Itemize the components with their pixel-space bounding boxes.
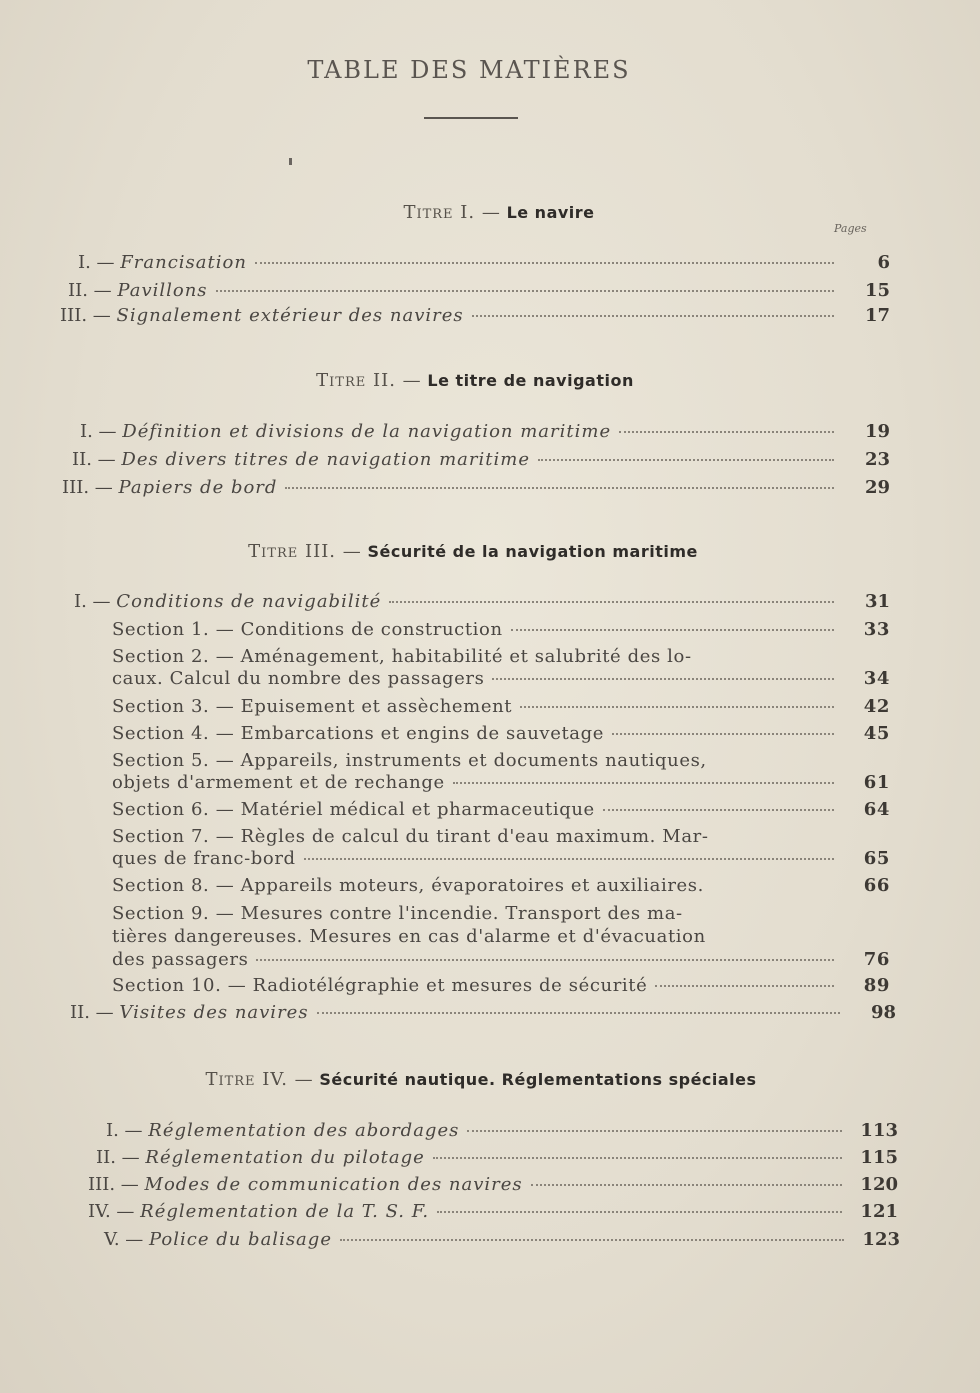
entry-number: V. — bbox=[104, 1229, 144, 1250]
entry-page: 23 bbox=[864, 449, 890, 470]
entry-number: I. — bbox=[78, 252, 115, 273]
toc-section[interactable] bbox=[112, 949, 890, 970]
entry-page: 120 bbox=[860, 1174, 898, 1195]
section-page: 66 bbox=[863, 875, 890, 896]
entry-number: I. — bbox=[106, 1120, 143, 1141]
toc-entry[interactable] bbox=[70, 1002, 896, 1023]
entry-page: 6 bbox=[877, 252, 890, 273]
toc-entry[interactable] bbox=[72, 449, 890, 470]
toc-entry[interactable] bbox=[106, 1120, 898, 1141]
print-speck bbox=[289, 158, 292, 165]
toc-section[interactable] bbox=[112, 799, 890, 820]
entry-number: II. — bbox=[70, 1002, 114, 1023]
entry-title: Des divers titres de navigation maritime bbox=[121, 449, 530, 470]
dot-leader bbox=[538, 459, 834, 461]
part-name: Sécurité nautique. Réglementations spéciales bbox=[319, 1070, 757, 1089]
section-page: 33 bbox=[863, 619, 890, 640]
dot-leader bbox=[472, 315, 834, 317]
toc-entry[interactable] bbox=[62, 477, 890, 498]
part-label: Titre II. — bbox=[316, 370, 422, 391]
entry-title: Conditions de navigabilité bbox=[116, 591, 382, 612]
toc-section[interactable] bbox=[112, 668, 890, 689]
section-page: 65 bbox=[863, 848, 890, 869]
entry-title: Réglementation du pilotage bbox=[145, 1147, 425, 1168]
dot-leader bbox=[467, 1130, 842, 1132]
entry-number: III. — bbox=[88, 1174, 139, 1195]
section-title: Section 3. — Epuisement et assèchement bbox=[112, 696, 513, 717]
section-title: objets d'armement et de rechange bbox=[112, 772, 445, 793]
section-title: Section 6. — Matériel médical et pharmaceutique bbox=[112, 799, 595, 820]
entry-page: 29 bbox=[864, 477, 890, 498]
entry-title: Police du balisage bbox=[149, 1229, 332, 1250]
dot-leader bbox=[304, 858, 834, 860]
section-title: caux. Calcul du nombre des passagers bbox=[112, 668, 485, 689]
toc-section[interactable] bbox=[112, 975, 890, 996]
entry-page: 115 bbox=[860, 1147, 898, 1168]
entry-number: I. — bbox=[74, 591, 111, 612]
dot-leader bbox=[520, 706, 834, 708]
toc-entry[interactable] bbox=[68, 280, 890, 301]
dot-leader bbox=[619, 431, 834, 433]
entry-page: 17 bbox=[864, 305, 890, 326]
entry-title: Visites des navires bbox=[119, 1002, 309, 1023]
part-label: Titre IV. — bbox=[205, 1069, 314, 1090]
entry-title: Modes de communication des navires bbox=[144, 1174, 523, 1195]
section-page: 76 bbox=[863, 949, 890, 970]
entry-page: 121 bbox=[860, 1201, 898, 1222]
entry-title: Réglementation des abordages bbox=[148, 1120, 460, 1141]
dot-leader bbox=[603, 809, 834, 811]
part-name: Sécurité de la navigation maritime bbox=[367, 542, 698, 561]
dot-leader bbox=[612, 733, 834, 735]
entry-title: Papiers de bord bbox=[118, 477, 278, 498]
entry-title: Pavillons bbox=[117, 280, 208, 301]
toc-entry[interactable] bbox=[88, 1201, 898, 1222]
toc-section[interactable] bbox=[112, 848, 890, 869]
entry-number: II. — bbox=[96, 1147, 140, 1168]
toc-entry[interactable] bbox=[78, 252, 890, 273]
entry-number: III. — bbox=[62, 477, 113, 498]
entry-title: Réglementation de la T. S. F. bbox=[140, 1201, 430, 1222]
section-title-line: Section 5. — Appareils, instruments et documents nautiques, bbox=[112, 750, 707, 771]
toc-entry[interactable] bbox=[96, 1147, 898, 1168]
section-title: Section 10. — Radiotélégraphie et mesures de sécurité bbox=[112, 975, 648, 996]
section-page: 45 bbox=[863, 723, 890, 744]
toc-entry[interactable] bbox=[104, 1229, 900, 1250]
section-title-line: Section 9. — Mesures contre l'incendie. Transport des ma- bbox=[112, 903, 683, 924]
title-divider bbox=[424, 117, 518, 119]
pages-column-label: Pages bbox=[834, 222, 867, 235]
section-title-line: tières dangereuses. Mesures en cas d'alarme et d'évacuation bbox=[112, 926, 706, 947]
toc-entry[interactable] bbox=[80, 421, 890, 442]
dot-leader bbox=[317, 1012, 840, 1014]
entry-page: 19 bbox=[864, 421, 890, 442]
entry-title: Francisation bbox=[120, 252, 247, 273]
toc-section[interactable] bbox=[112, 772, 890, 793]
section-page: 89 bbox=[863, 975, 890, 996]
entry-number: III. — bbox=[60, 305, 111, 326]
part-name: Le titre de navigation bbox=[427, 371, 634, 390]
toc-entry[interactable] bbox=[88, 1174, 898, 1195]
dot-leader bbox=[256, 959, 834, 961]
part-heading-3 bbox=[4, 541, 942, 562]
part-heading-1 bbox=[30, 202, 968, 223]
toc-section[interactable] bbox=[112, 696, 890, 717]
toc-section[interactable] bbox=[112, 723, 890, 744]
entry-number: II. — bbox=[72, 449, 116, 470]
toc-section[interactable] bbox=[112, 875, 890, 896]
entry-page: 15 bbox=[864, 280, 890, 301]
page-title: TABLE DES MATIÈRES bbox=[307, 56, 631, 84]
section-title: Section 1. — Conditions de construction bbox=[112, 619, 503, 640]
part-heading-2 bbox=[6, 370, 944, 391]
section-page: 64 bbox=[863, 799, 890, 820]
section-page: 34 bbox=[863, 668, 890, 689]
dot-leader bbox=[511, 629, 834, 631]
section-title: ques de franc-bord bbox=[112, 848, 296, 869]
entry-number: IV. — bbox=[88, 1201, 135, 1222]
dot-leader bbox=[453, 782, 834, 784]
section-page: 61 bbox=[863, 772, 890, 793]
toc-entry[interactable] bbox=[74, 591, 890, 612]
dot-leader bbox=[389, 601, 834, 603]
dot-leader bbox=[531, 1184, 842, 1186]
section-title: des passagers bbox=[112, 949, 249, 970]
part-label: Titre I. — bbox=[403, 202, 501, 223]
entry-title: Signalement extérieur des navires bbox=[116, 305, 464, 326]
section-title-line: Section 2. — Aménagement, habitabilité et salubrité des lo- bbox=[112, 646, 692, 667]
part-name: Le navire bbox=[506, 203, 595, 222]
entry-title: Définition et divisions de la navigation maritime bbox=[122, 421, 612, 442]
entry-page: 31 bbox=[864, 591, 890, 612]
dot-leader bbox=[216, 290, 834, 292]
section-page: 42 bbox=[863, 696, 890, 717]
dot-leader bbox=[655, 985, 834, 987]
dot-leader bbox=[340, 1239, 844, 1241]
toc-section[interactable] bbox=[112, 619, 890, 640]
dot-leader bbox=[285, 487, 834, 489]
dot-leader bbox=[437, 1211, 842, 1213]
section-title: Section 8. — Appareils moteurs, évaporatoires et auxiliaires. bbox=[112, 875, 704, 896]
part-heading-4 bbox=[12, 1069, 950, 1090]
toc-entry[interactable] bbox=[60, 305, 890, 326]
part-label: Titre III. — bbox=[248, 541, 362, 562]
dot-leader bbox=[433, 1157, 842, 1159]
section-title-line: Section 7. — Règles de calcul du tirant d'eau maximum. Mar- bbox=[112, 826, 709, 847]
entry-page: 113 bbox=[860, 1120, 898, 1141]
section-title: Section 4. — Embarcations et engins de sauvetage bbox=[112, 723, 604, 744]
entry-page: 98 bbox=[870, 1002, 896, 1023]
entry-page: 123 bbox=[862, 1229, 900, 1250]
dot-leader bbox=[492, 678, 834, 680]
entry-number: I. — bbox=[80, 421, 117, 442]
dot-leader bbox=[255, 262, 834, 264]
entry-number: II. — bbox=[68, 280, 112, 301]
